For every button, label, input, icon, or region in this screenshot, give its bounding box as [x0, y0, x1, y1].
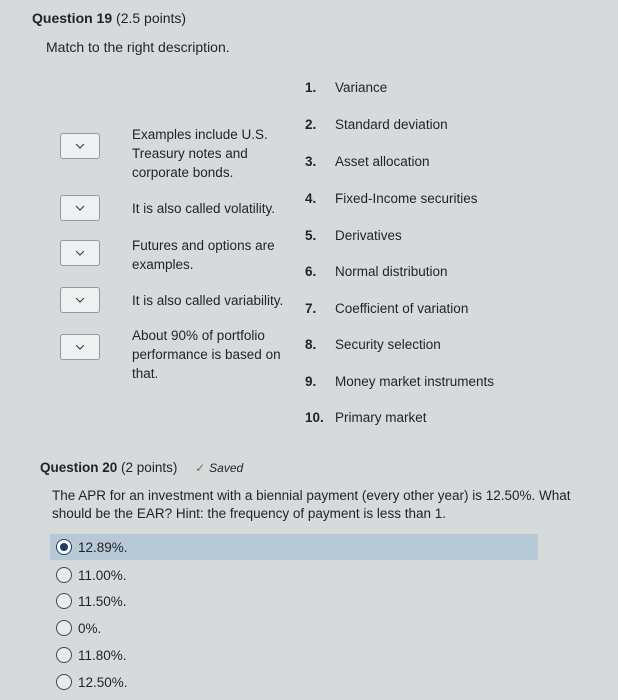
radio-icon[interactable]: [56, 647, 72, 663]
question-19-header: [32, 10, 186, 26]
radio-icon[interactable]: [56, 620, 72, 636]
chevron-down-icon: [76, 247, 84, 255]
match-description-2: It is also called volatility.: [132, 201, 276, 216]
answer-option-1[interactable]: [50, 534, 538, 560]
answer-option-5[interactable]: [50, 642, 127, 668]
match-description-3: Futures and options are examples.: [132, 238, 275, 272]
check-icon: ✓: [195, 461, 206, 475]
answer-label: 11.00%.: [78, 567, 127, 583]
answer-label: 0%.: [78, 620, 102, 636]
question-20-points: (2 points): [121, 460, 178, 475]
match-description-4: It is also called variability.: [132, 293, 284, 308]
option-1: 1. Variance: [305, 80, 388, 95]
radio-selected-icon[interactable]: [56, 539, 72, 555]
option-4: 4. Fixed-Income securities: [305, 191, 478, 206]
question-19-title: Question 19: [32, 10, 113, 26]
option-6: 6. Normal distribution: [305, 264, 448, 279]
answer-option-6[interactable]: [50, 669, 128, 695]
answer-option-2[interactable]: [50, 562, 127, 588]
match-row-4: [60, 287, 100, 313]
match-row-1: [60, 133, 100, 159]
match-description-5: About 90% of portfolio performance is based on that.: [132, 328, 281, 381]
match-dropdown-3[interactable]: [60, 240, 100, 266]
match-dropdown-2[interactable]: [60, 195, 100, 221]
match-dropdown-4[interactable]: [60, 287, 100, 313]
option-10: 10. Primary market: [305, 410, 427, 425]
answer-label: 11.50%.: [78, 593, 127, 609]
answer-label: 12.89%.: [78, 539, 128, 555]
radio-icon[interactable]: [56, 593, 72, 609]
answer-option-3[interactable]: [50, 588, 127, 614]
option-8: 8. Security selection: [305, 337, 441, 352]
option-2: 2. Standard deviation: [305, 117, 448, 132]
match-description-1: Examples include U.S. Treasury notes and corporate bonds.: [132, 127, 268, 180]
saved-status: ✓ Saved: [195, 461, 244, 475]
question-20-prompt: The APR for an investment with a biennial payment (every other year) is 12.50%. What should be the EAR? Hint: the frequency of payment is less than 1.: [52, 488, 571, 521]
answer-label: 12.50%.: [78, 674, 128, 690]
option-7: 7. Coefficient of variation: [305, 301, 469, 316]
answer-label: 11.80%.: [78, 647, 127, 663]
match-row-2: [60, 195, 100, 221]
match-row-3: [60, 240, 100, 266]
radio-icon[interactable]: [56, 674, 72, 690]
option-3: 3. Asset allocation: [305, 154, 430, 169]
match-dropdown-1[interactable]: [60, 133, 100, 159]
match-dropdown-5[interactable]: [60, 334, 100, 360]
match-row-5: [60, 334, 100, 360]
chevron-down-icon: [76, 341, 84, 349]
question-19-prompt: Match to the right description.: [46, 39, 230, 55]
option-5: 5. Derivatives: [305, 228, 402, 243]
question-20-title: Question 20: [40, 460, 118, 475]
option-9: 9. Money market instruments: [305, 374, 495, 389]
radio-icon[interactable]: [56, 567, 72, 583]
question-19-points: (2.5 points): [116, 10, 187, 26]
chevron-down-icon: [76, 202, 84, 210]
question-20-header: [40, 460, 243, 475]
answer-option-4[interactable]: [50, 615, 101, 641]
chevron-down-icon: [76, 140, 84, 148]
chevron-down-icon: [76, 294, 84, 302]
